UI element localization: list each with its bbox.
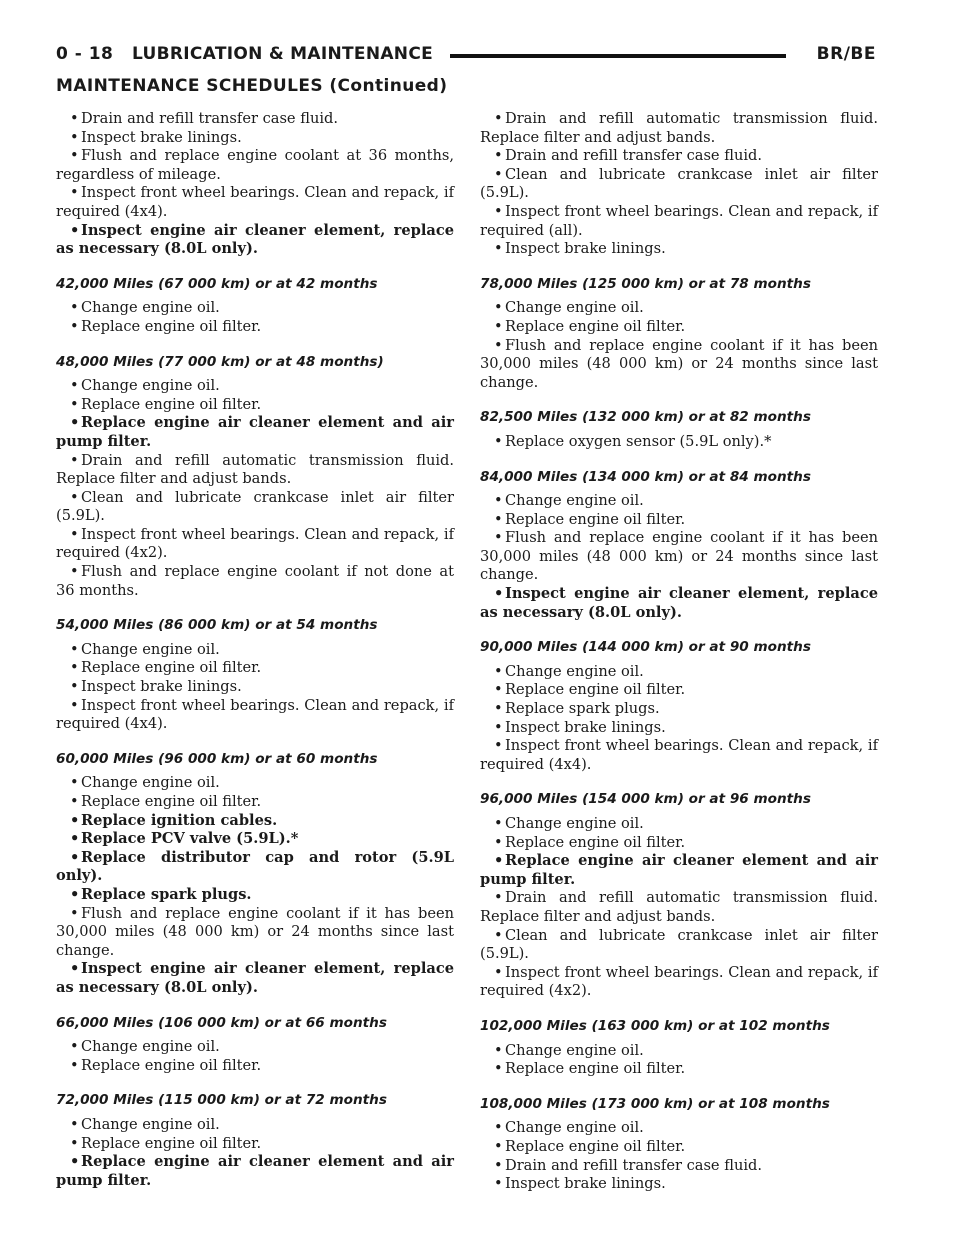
maintenance-item	[480, 299, 878, 318]
bullet-icon: •	[70, 696, 79, 714]
page-number: 0 - 18	[56, 44, 114, 64]
item-text: Change engine oil.	[505, 1119, 644, 1137]
item-text: Flush and replace engine coolant if it has been 30,000 miles (48 000 km) or 24 months since last change.	[56, 904, 454, 959]
bullet-icon: •	[494, 1119, 503, 1137]
item-text: Replace engine oil filter.	[505, 1060, 686, 1078]
maintenance-item	[480, 1042, 878, 1061]
maintenance-item	[56, 1135, 454, 1154]
maintenance-item	[56, 1153, 454, 1190]
item-text: Change engine oil.	[505, 299, 644, 317]
item-text: Change engine oil.	[505, 815, 644, 832]
right-column	[480, 110, 878, 1194]
maintenance-item	[56, 414, 454, 451]
item-text: Change engine oil.	[81, 1038, 220, 1056]
maintenance-item	[480, 240, 878, 259]
item-text: Replace engine oil filter.	[81, 1134, 262, 1152]
maintenance-item	[56, 318, 454, 337]
bullet-icon: •	[70, 128, 79, 146]
bullet-icon: •	[70, 299, 79, 317]
bullet-icon: •	[70, 488, 79, 506]
bullet-icon: •	[70, 525, 79, 543]
maintenance-item	[480, 964, 878, 1001]
maintenance-item	[480, 927, 878, 964]
bullet-icon: •	[494, 1060, 503, 1078]
item-text: Replace engine oil filter.	[505, 1137, 686, 1155]
item-text: Drain and refill transfer case fluid.	[81, 110, 338, 127]
schedule-heading: 108,000 Miles (173 000 km) or at 108 months	[480, 1095, 830, 1112]
item-text: Inspect brake linings.	[505, 718, 666, 736]
maintenance-item	[480, 852, 878, 889]
schedule-heading: 82,500 Miles (132 000 km) or at 82 months	[480, 409, 811, 426]
bullet-icon: •	[494, 700, 503, 718]
maintenance-item	[56, 960, 454, 997]
item-text: Replace PCV valve (5.9L).*	[81, 830, 299, 848]
maintenance-item	[480, 147, 878, 166]
bullet-icon: •	[494, 1156, 503, 1174]
item-text: Replace distributor cap and rotor (5.9L only).	[56, 848, 454, 885]
maintenance-item	[56, 1057, 454, 1076]
maintenance-item	[480, 492, 878, 511]
maintenance-item	[56, 849, 454, 886]
section-title: MAINTENANCE SCHEDULES (Continued)	[56, 76, 448, 96]
bullet-icon: •	[494, 1175, 503, 1193]
item-text: Replace engine oil filter.	[505, 317, 686, 335]
item-text: Replace engine oil filter.	[505, 833, 686, 851]
item-text: Replace spark plugs.	[81, 885, 252, 903]
item-text: Replace engine oil filter.	[81, 1056, 262, 1074]
item-text: Change engine oil.	[81, 377, 220, 395]
maintenance-item	[480, 1138, 878, 1157]
item-text: Drain and refill automatic transmission fluid. Replace filter and adjust bands.	[480, 110, 878, 146]
maintenance-item	[480, 1119, 878, 1138]
bullet-icon: •	[494, 529, 503, 547]
bullet-icon: •	[70, 848, 80, 866]
maintenance-item	[480, 433, 878, 452]
maintenance-item	[480, 681, 878, 700]
bullet-icon: •	[494, 202, 503, 220]
item-text: Clean and lubricate crankcase inlet air filter (5.9L).	[480, 926, 878, 963]
maintenance-item	[56, 563, 454, 600]
bullet-icon: •	[494, 963, 503, 981]
bullet-icon: •	[494, 926, 503, 944]
item-text: Clean and lubricate crankcase inlet air filter (5.9L).	[56, 488, 454, 525]
maintenance-item	[56, 110, 454, 129]
bullet-icon: •	[70, 184, 79, 202]
maintenance-item	[480, 1175, 878, 1194]
maintenance-item	[480, 815, 878, 834]
schedule-heading: 42,000 Miles (67 000 km) or at 42 months	[56, 275, 378, 292]
bullet-icon: •	[70, 110, 79, 127]
item-text: Inspect front wheel bearings. Clean and repack, if required (4x2).	[56, 525, 454, 562]
maintenance-item	[56, 452, 454, 489]
maintenance-item	[480, 889, 878, 926]
schedule-heading: 48,000 Miles (77 000 km) or at 48 months)	[56, 353, 384, 370]
bullet-icon: •	[494, 852, 504, 870]
bullet-icon: •	[70, 1134, 79, 1152]
maintenance-item	[56, 905, 454, 961]
item-text: Inspect brake linings.	[81, 678, 242, 696]
bullet-icon: •	[494, 737, 503, 755]
item-text: Flush and replace engine coolant if it has been 30,000 miles (48 000 km) or 24 months since last change.	[480, 529, 878, 584]
bullet-icon: •	[70, 885, 80, 903]
schedule-heading: 78,000 Miles (125 000 km) or at 78 months	[480, 275, 811, 292]
maintenance-item	[480, 700, 878, 719]
item-text: Change engine oil.	[81, 1115, 220, 1133]
maintenance-item	[56, 678, 454, 697]
bullet-icon: •	[70, 1038, 79, 1056]
bullet-icon: •	[70, 830, 80, 848]
item-text: Inspect front wheel bearings. Clean and repack, if required (all).	[480, 202, 878, 239]
maintenance-item	[56, 299, 454, 318]
maintenance-item	[56, 489, 454, 526]
item-text: Inspect brake linings.	[81, 128, 242, 146]
maintenance-item	[480, 834, 878, 853]
item-text: Flush and replace engine coolant at 36 months, regardless of mileage.	[56, 147, 454, 183]
bullet-icon: •	[494, 718, 503, 736]
schedule-heading: 96,000 Miles (154 000 km) or at 96 months	[480, 791, 811, 808]
maintenance-item	[56, 129, 454, 148]
maintenance-item	[480, 337, 878, 393]
maintenance-item	[480, 1157, 878, 1176]
maintenance-item	[56, 147, 454, 184]
schedule-heading: 60,000 Miles (96 000 km) or at 60 months	[56, 750, 378, 767]
item-text: Replace engine oil filter.	[505, 510, 686, 528]
bullet-icon: •	[70, 317, 79, 335]
item-text: Change engine oil.	[505, 662, 644, 680]
maintenance-item	[56, 830, 454, 849]
item-text: Change engine oil.	[81, 299, 220, 317]
item-text: Change engine oil.	[505, 492, 644, 510]
bullet-icon: •	[70, 1115, 79, 1133]
item-text: Replace engine oil filter.	[81, 793, 262, 810]
schedule-heading: 102,000 Miles (163 000 km) or at 102 months	[480, 1017, 830, 1034]
chapter-title: LUBRICATION & MAINTENANCE	[132, 44, 434, 64]
header-rule	[450, 54, 786, 58]
maintenance-item	[56, 396, 454, 415]
bullet-icon: •	[70, 563, 79, 581]
bullet-icon: •	[494, 240, 503, 258]
maintenance-item	[480, 110, 878, 147]
bullet-icon: •	[494, 110, 503, 127]
schedule-heading: 72,000 Miles (115 000 km) or at 72 months	[56, 1092, 387, 1109]
item-text: Drain and refill automatic transmission fluid. Replace filter and adjust bands.	[56, 451, 454, 488]
item-text: Drain and refill transfer case fluid.	[505, 1156, 762, 1174]
item-text: Inspect brake linings.	[505, 1175, 666, 1193]
item-text: Replace engine air cleaner element and air pump filter.	[480, 852, 878, 888]
bullet-icon: •	[494, 147, 503, 165]
bullet-icon: •	[494, 492, 503, 510]
maintenance-item	[480, 511, 878, 530]
item-text: Flush and replace engine coolant if it has been 30,000 miles (48 000 km) or 24 months since last change.	[480, 336, 878, 391]
maintenance-item	[480, 585, 878, 622]
item-text: Drain and refill transfer case fluid.	[505, 147, 762, 165]
item-text: Inspect brake linings.	[505, 240, 666, 258]
maintenance-item	[480, 737, 878, 774]
maintenance-item	[480, 719, 878, 738]
item-text: Drain and refill automatic transmission fluid. Replace filter and adjust bands.	[480, 889, 878, 925]
maintenance-item	[56, 1116, 454, 1135]
schedule-heading: 90,000 Miles (144 000 km) or at 90 months	[480, 639, 811, 656]
maintenance-item	[56, 697, 454, 734]
maintenance-item	[480, 529, 878, 585]
item-text: Change engine oil.	[505, 1041, 644, 1059]
bullet-icon: •	[70, 451, 79, 469]
bullet-icon: •	[494, 833, 503, 851]
item-text: Flush and replace engine coolant if not done at 36 months.	[56, 563, 454, 599]
item-text: Inspect engine air cleaner element, replace as necessary (8.0L only).	[56, 960, 454, 996]
bullet-icon: •	[494, 299, 503, 317]
schedule-heading: 54,000 Miles (86 000 km) or at 54 months	[56, 617, 378, 634]
item-text: Inspect front wheel bearings. Clean and repack, if required (4x2).	[480, 963, 878, 1000]
item-text: Replace engine oil filter.	[505, 681, 686, 699]
item-text: Replace engine oil filter.	[81, 317, 262, 335]
bullet-icon: •	[70, 793, 79, 810]
item-text: Replace engine air cleaner element and air pump filter.	[56, 1153, 454, 1189]
item-text: Replace spark plugs.	[505, 700, 660, 718]
item-text: Replace ignition cables.	[81, 811, 278, 829]
bullet-icon: •	[70, 659, 79, 677]
bullet-icon: •	[70, 147, 79, 165]
maintenance-item	[56, 377, 454, 396]
bullet-icon: •	[70, 640, 79, 658]
maintenance-item	[56, 1038, 454, 1057]
item-text: Replace engine air cleaner element and air pump filter.	[56, 414, 454, 450]
bullet-icon: •	[70, 774, 79, 792]
maintenance-item	[480, 663, 878, 682]
page-header	[56, 44, 876, 74]
item-text: Inspect front wheel bearings. Clean and repack, if required (4x4).	[56, 184, 454, 220]
maintenance-item	[56, 659, 454, 678]
bullet-icon: •	[494, 336, 503, 354]
item-text: Change engine oil.	[81, 774, 220, 792]
item-text: Replace engine oil filter.	[81, 395, 262, 413]
bullet-icon: •	[70, 811, 80, 829]
bullet-icon: •	[494, 432, 503, 450]
bullet-icon: •	[494, 662, 503, 680]
schedule-heading: 66,000 Miles (106 000 km) or at 66 months	[56, 1014, 387, 1031]
item-text: Inspect engine air cleaner element, replace as necessary (8.0L only).	[56, 221, 454, 258]
maintenance-item	[56, 222, 454, 259]
maintenance-item	[480, 318, 878, 337]
maintenance-item	[56, 774, 454, 793]
item-text: Replace engine oil filter.	[81, 659, 262, 677]
bullet-icon: •	[70, 678, 79, 696]
maintenance-item	[480, 1060, 878, 1079]
bullet-icon: •	[494, 1137, 503, 1155]
item-text: Change engine oil.	[81, 640, 220, 658]
bullet-icon: •	[70, 960, 80, 978]
bullet-icon: •	[70, 1056, 79, 1074]
bullet-icon: •	[494, 165, 503, 183]
model-code: BR/BE	[816, 44, 876, 64]
item-text: Inspect engine air cleaner element, replace as necessary (8.0L only).	[480, 585, 878, 621]
bullet-icon: •	[494, 1041, 503, 1059]
maintenance-item	[480, 166, 878, 203]
bullet-icon: •	[70, 395, 79, 413]
bullet-icon: •	[494, 681, 503, 699]
item-text: Inspect front wheel bearings. Clean and repack, if required (4x4).	[56, 696, 454, 733]
bullet-icon: •	[494, 815, 503, 832]
maintenance-item	[56, 886, 454, 905]
maintenance-item	[56, 184, 454, 221]
bullet-icon: •	[70, 221, 80, 239]
maintenance-item	[56, 793, 454, 812]
bullet-icon: •	[70, 1153, 80, 1171]
bullet-icon: •	[494, 510, 503, 528]
item-text: Inspect front wheel bearings. Clean and repack, if required (4x4).	[480, 737, 878, 773]
bullet-icon: •	[494, 889, 503, 907]
maintenance-item	[56, 812, 454, 831]
item-text: Replace oxygen sensor (5.9L only).*	[505, 432, 772, 450]
bullet-icon: •	[70, 904, 79, 922]
schedule-heading: 84,000 Miles (134 000 km) or at 84 months	[480, 468, 811, 485]
maintenance-item	[56, 526, 454, 563]
maintenance-item	[480, 203, 878, 240]
item-text: Clean and lubricate crankcase inlet air filter (5.9L).	[480, 165, 878, 202]
bullet-icon: •	[70, 377, 79, 395]
maintenance-item	[56, 641, 454, 660]
left-column	[56, 110, 454, 1190]
bullet-icon: •	[70, 414, 80, 432]
bullet-icon: •	[494, 317, 503, 335]
bullet-icon: •	[494, 585, 504, 603]
